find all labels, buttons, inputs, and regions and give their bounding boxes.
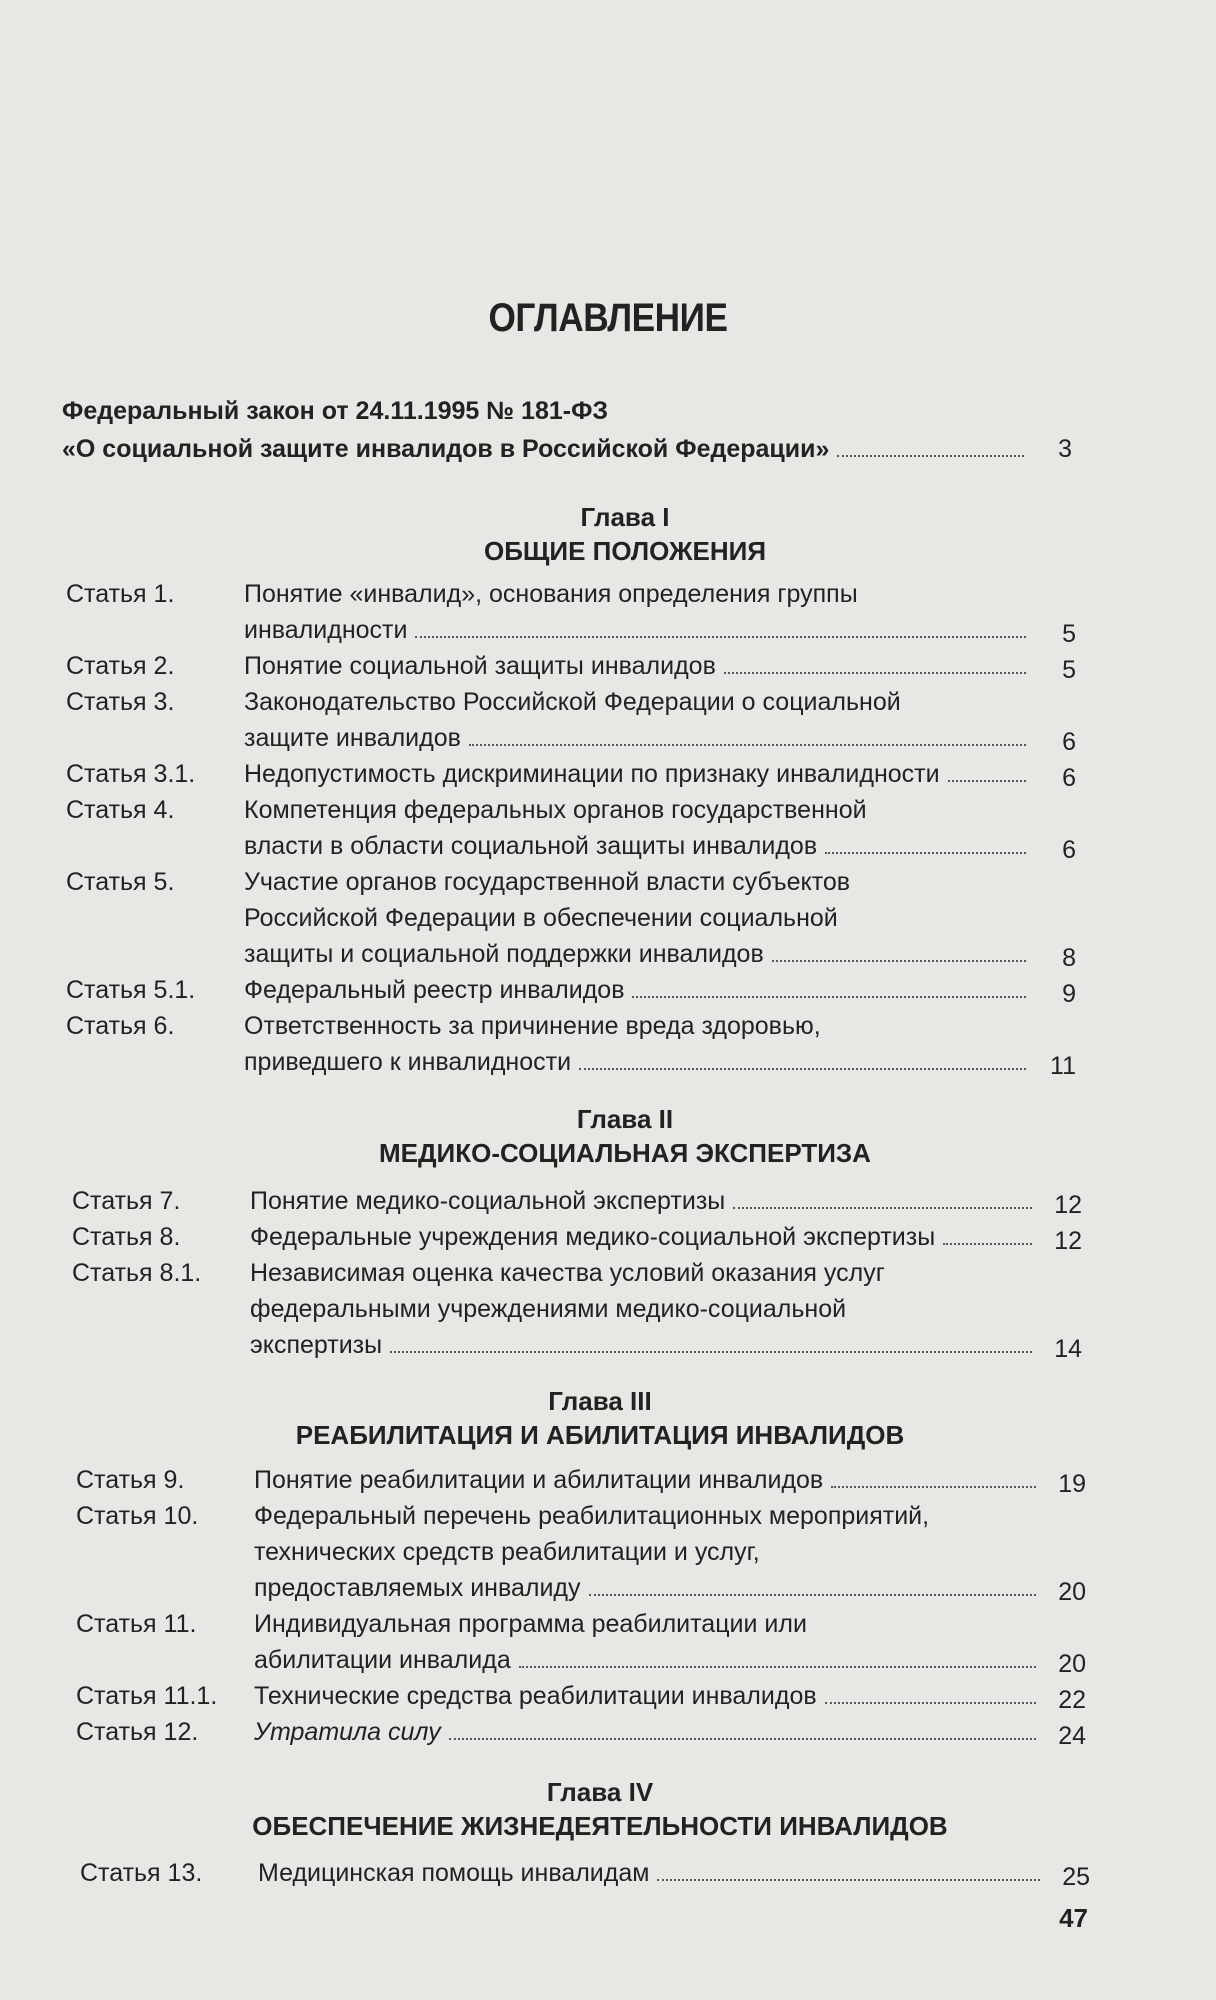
chapter-name: ОБЕСПЕЧЕНИЕ ЖИЗНЕДЕЯТЕЛЬНОСТИ ИНВАЛИДОВ [252, 1811, 948, 1841]
article-title-line: федеральными учреждениями медико-социальной [250, 1295, 847, 1323]
article-title [244, 792, 1076, 864]
leader-dots [632, 996, 1026, 998]
article-number: Статья 5.1. [66, 976, 196, 1004]
article-title [254, 1462, 1086, 1498]
leader-dots [390, 1351, 1032, 1353]
leader-dots [519, 1666, 1036, 1668]
leader-dots [772, 960, 1026, 962]
toc-entry[interactable] [80, 1855, 1090, 1891]
article-title-line: Федеральный перечень реабилитационных мероприятий, [254, 1502, 930, 1530]
article-title-last-line: экспертизы [250, 1331, 383, 1359]
article-number: Статья 13. [80, 1859, 203, 1887]
article-title [244, 576, 1076, 648]
article-title-line: Индивидуальная программа реабилитации или [254, 1610, 807, 1638]
entry-page-number: 11 [1050, 1052, 1076, 1080]
leader-dots [733, 1207, 1032, 1209]
toc-entry[interactable] [66, 864, 1076, 972]
toc-entry[interactable] [72, 1219, 1082, 1255]
article-number: Статья 1. [66, 580, 175, 608]
article-title-line: технических средств реабилитации и услуг, [254, 1538, 760, 1566]
toc-entry[interactable] [66, 756, 1076, 792]
article-title-line: Компетенция федеральных органов государственной [244, 796, 867, 824]
article-title [250, 1255, 1082, 1363]
article-number: Статья 12. [76, 1718, 199, 1746]
article-title [258, 1855, 1090, 1891]
article-title-last-line: Понятие медико-социальной экспертизы [250, 1187, 726, 1215]
leader-dots [589, 1594, 1036, 1596]
toc-entry[interactable] [76, 1714, 1086, 1750]
article-title-last-line: Федеральный реестр инвалидов [244, 976, 625, 1004]
chapter-heading [230, 1775, 970, 1843]
entry-page-number: 6 [1062, 728, 1076, 756]
entry-page-number: 5 [1062, 620, 1076, 648]
article-title-last-line: абилитации инвалида [254, 1646, 511, 1674]
article-number: Статья 3. [66, 688, 175, 716]
entry-page-number: 19 [1058, 1470, 1086, 1498]
article-title [244, 648, 1076, 684]
leader-dots [943, 1243, 1032, 1245]
article-title-line: Ответственность за причинение вреда здоровью, [244, 1012, 821, 1040]
article-number: Статья 6. [66, 1012, 175, 1040]
leader-dots [837, 455, 1024, 457]
article-title-last-line: Понятие социальной защиты инвалидов [244, 652, 716, 680]
article-title [244, 1008, 1076, 1080]
toc-entry[interactable] [66, 972, 1076, 1008]
article-number: Статья 5. [66, 868, 175, 896]
article-title [244, 972, 1076, 1008]
article-title-line: Участие органов государственной власти субъектов [244, 868, 851, 896]
chapter-name: ОБЩИЕ ПОЛОЖЕНИЯ [483, 536, 767, 566]
article-title-last-line: Федеральные учреждения медико-социальной экспертизы [250, 1223, 936, 1251]
article-title-line: Понятие «инвалид», основания определения группы [244, 580, 858, 608]
toc-entry[interactable] [66, 792, 1076, 864]
article-title [254, 1498, 1086, 1606]
article-number: Статья 4. [66, 796, 175, 824]
article-title-last-line: Утратила силу [254, 1718, 441, 1746]
article-title-last-line: инвалидности [244, 616, 408, 644]
leader-dots [415, 636, 1026, 638]
entry-page-number: 6 [1062, 764, 1076, 792]
chapter-name: МЕДИКО-СОЦИАЛЬНАЯ ЭКСПЕРТИЗА [379, 1138, 871, 1168]
entry-page-number: 9 [1062, 980, 1076, 1008]
page-title: ОГЛАВЛЕНИЕ [488, 296, 728, 340]
leader-dots [579, 1068, 1026, 1070]
toc-entry[interactable] [66, 1008, 1076, 1080]
article-number: Статья 10. [76, 1502, 199, 1530]
entry-page-number: 22 [1058, 1686, 1086, 1714]
law-title-line-2: «О социальной защите инвалидов в Российской Федерации» [62, 435, 830, 463]
article-number: Статья 9. [76, 1466, 185, 1494]
leader-dots [449, 1738, 1036, 1740]
toc-entry[interactable] [76, 1678, 1086, 1714]
article-number: Статья 7. [72, 1187, 181, 1215]
entry-page-number: 6 [1062, 836, 1076, 864]
leader-dots [831, 1486, 1036, 1488]
leader-dots [724, 672, 1026, 674]
article-title [244, 864, 1076, 972]
law-title-line-1: Федеральный закон от 24.11.1995 № 181-ФЗ [62, 397, 609, 425]
chapter-items [66, 576, 1076, 1080]
entry-page-number: 5 [1062, 656, 1076, 684]
article-title-last-line: Технические средства реабилитации инвалидов [254, 1682, 817, 1710]
article-title-last-line: Понятие реабилитации и абилитации инвалидов [254, 1466, 824, 1494]
article-title [254, 1606, 1086, 1678]
article-title [244, 756, 1076, 792]
article-title-last-line: Медицинская помощь инвалидам [258, 1859, 650, 1887]
toc-entry[interactable] [76, 1462, 1086, 1498]
leader-dots [948, 780, 1026, 782]
chapter-label: Глава III [548, 1386, 652, 1416]
article-title [244, 684, 1076, 756]
article-title-line: Российской Федерации в обеспечении социальной [244, 904, 838, 932]
article-title [250, 1219, 1082, 1255]
toc-entry[interactable] [76, 1606, 1086, 1678]
article-number: Статья 11.1. [76, 1682, 218, 1710]
leader-dots [825, 1702, 1036, 1704]
chapter-label: Глава II [576, 1104, 674, 1134]
entry-page-number: 25 [1062, 1863, 1090, 1891]
article-title-line: Законодательство Российской Федерации о социальной [244, 688, 901, 716]
article-title [254, 1678, 1086, 1714]
article-title-last-line: Недопустимость дискриминации по признаку инвалидности [244, 760, 940, 788]
entry-page-number: 12 [1054, 1191, 1082, 1219]
chapter-heading [300, 1102, 950, 1170]
law-page-number: 3 [1058, 435, 1072, 463]
article-number: Статья 8. [72, 1223, 181, 1251]
entry-page-number: 8 [1062, 944, 1076, 972]
law-heading [62, 392, 1072, 468]
article-title-last-line: защиты и социальной поддержки инвалидов [244, 940, 764, 968]
article-title-last-line: предоставляемых инвалиду [254, 1574, 581, 1602]
chapter-heading [250, 1384, 950, 1452]
entry-page-number: 24 [1058, 1722, 1086, 1750]
article-number: Статья 11. [76, 1610, 197, 1638]
leader-dots [825, 852, 1026, 854]
toc-entry[interactable] [66, 576, 1076, 648]
toc-entry[interactable] [72, 1255, 1082, 1363]
chapter-items [72, 1183, 1082, 1363]
article-title-last-line: защите инвалидов [244, 724, 461, 752]
chapter-name: РЕАБИЛИТАЦИЯ И АБИЛИТАЦИЯ ИНВАЛИДОВ [295, 1420, 905, 1450]
entry-page-number: 20 [1058, 1578, 1086, 1606]
article-number: Статья 3.1. [66, 760, 196, 788]
article-title-last-line: приведшего к инвалидности [244, 1048, 572, 1076]
entry-page-number: 12 [1054, 1227, 1082, 1255]
article-title-line: Независимая оценка качества условий оказания услуг [250, 1259, 885, 1287]
article-title [254, 1714, 1086, 1750]
toc-entry[interactable] [66, 684, 1076, 756]
page-number: 47 [1059, 1903, 1088, 1933]
article-number: Статья 8.1. [72, 1259, 202, 1287]
article-title-last-line: власти в области социальной защиты инвалидов [244, 832, 818, 860]
toc-entry[interactable] [76, 1498, 1086, 1606]
toc-entry[interactable] [66, 648, 1076, 684]
leader-dots [657, 1879, 1040, 1881]
entry-page-number: 14 [1054, 1335, 1082, 1363]
entry-page-number: 20 [1058, 1650, 1086, 1678]
article-title [250, 1183, 1082, 1219]
chapter-label: Глава IV [546, 1777, 654, 1807]
chapter-items [80, 1855, 1090, 1891]
leader-dots [469, 744, 1026, 746]
article-number: Статья 2. [66, 652, 175, 680]
chapter-label: Глава I [580, 502, 670, 532]
chapter-heading [300, 500, 950, 568]
chapter-items [76, 1462, 1086, 1750]
toc-entry[interactable] [72, 1183, 1082, 1219]
